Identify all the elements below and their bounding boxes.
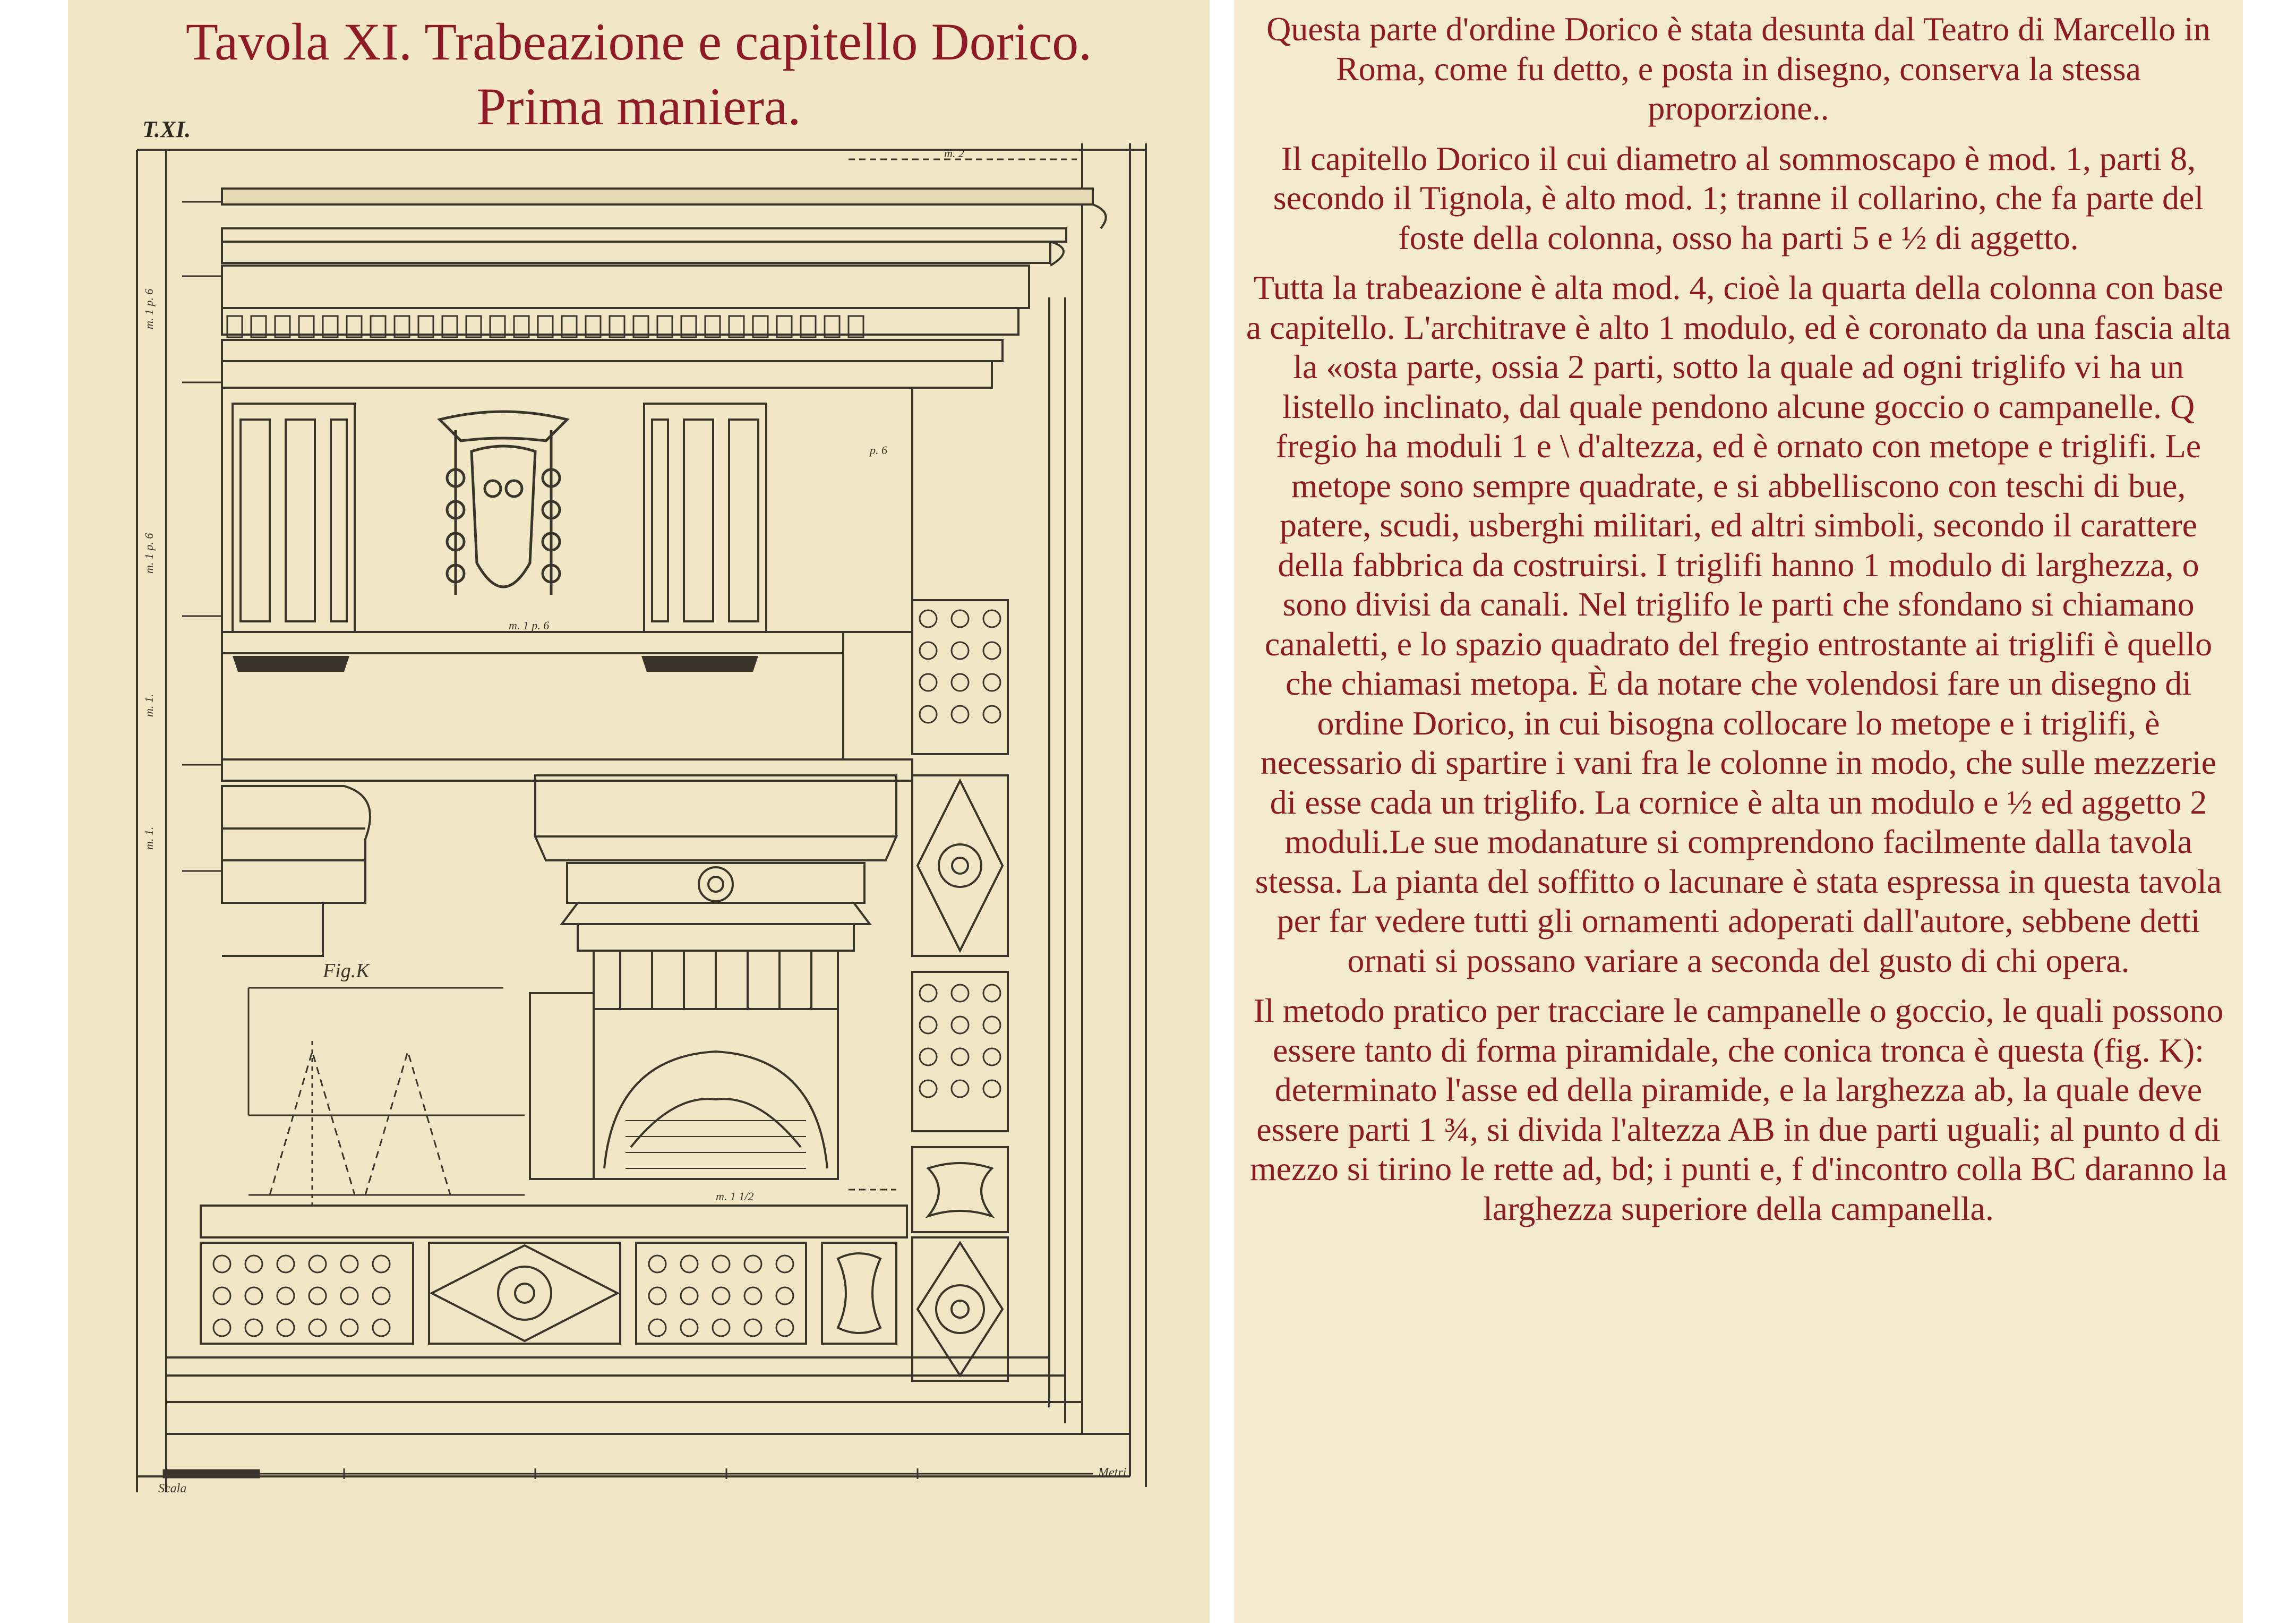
text-column	[1245, 10, 2232, 1239]
dimension-label: m. 2	[944, 147, 964, 160]
dimension-label: m. 1 1/2	[716, 1190, 754, 1203]
plate-title	[68, 10, 1210, 139]
paragraph: Tutta la trabeazione è alta mod. 4, cioè la quarta della colonna con base a capitello. L'architrave è alto 1 modulo, ed è coronato da una fascia alta la «osta parte, ossia 2 parti, sotto la quale ad ogni triglifo vi ha un listello inclinato, dal quale pendono alcune goccio o campanelle. Q fregio ha moduli 1 e \ d'altezza, ed è ornato con metope e triglifi. Le metope sono sempre quadrate, e si abbelliscono con teschi di bue, patere, scudi, usberghi militari, ed altri simboli, secondo il carattere della fabbrica da costruirsi. I triglifi hanno 1 modulo di larghezza, o sono divisi da canali. Nel triglifo le parti che sfondano si chiamano canaletti, e lo spazio quadrato del fregio entrostante ai triglifi è quello che chiamasi metopa. È da notare che volendosi fare un disegno di ordine Dorico, in cui bisogna collocare lo metope e i triglifi, è necessario di spartire i vani fra le colonne in modo, che sulle mezzerie di esse cada un triglifo. La cornice è alta un modulo e ½ ed aggetto 2 moduli.Le sue modanature si comprendono facilmente dalla tavola stessa. La pianta del soffitto o lacunare è stata espressa in questa tavola per far vedere tutti gli ornamenti adoperati dall'autore, sebbene detti ornati si possano variare a seconda del gusto di chi opera.	[1246, 269, 2231, 979]
dimension-ticks	[182, 159, 1077, 1190]
dimension-label: m. 1 p. 6	[509, 619, 550, 632]
architectural-drawing	[68, 0, 1210, 1623]
plate-number: T.XI.	[142, 116, 191, 142]
paragraph: Il capitello Dorico il cui diametro al sommoscapo è mod. 1, parti 8, secondo il Tignola, è alto mod. 1; tranne il collarino, che fa parte del foste della colonna, osso ha parti 5 e ½ di aggetto.	[1273, 139, 2204, 257]
capital-profile	[222, 786, 370, 956]
paragraph: Questa parte d'ordine Dorico è stata desunta dal Teatro di Marcello in Roma, come fu detto, e posta in disegno, conserva la stessa proporzione..	[1266, 10, 2211, 127]
dimension-label: m. 1.	[142, 694, 156, 717]
dimension-label: m. 1.	[142, 826, 156, 850]
paragraph: Il metodo pratico per tracciare le campanelle o goccio, le quali possono essere tanto di forma piramidale, che conica tronca è questa (fig. K): determinato l'asse ed della piramide, e la larghezza ab, la quale deve essere parti 1 ¾, si divida l'altezza AB in due parti uguali; al punto d di mezzo si tirino le rette ad, bd; i punti e, f d'incontro colla BC daranno la larghezza superiore della campanella.	[1249, 992, 2228, 1227]
dimension-label: p. 6	[870, 443, 887, 457]
frame-lines	[137, 143, 1146, 1492]
soffit-panels	[912, 600, 1008, 1381]
architrave	[222, 653, 912, 781]
cornice	[222, 189, 1106, 388]
plate-title-line-2: Prima maniera.	[476, 77, 801, 136]
scale-unit-label: Metri	[1098, 1466, 1127, 1480]
ox-skull-ornament-icon	[440, 412, 567, 595]
bottom-soffit-panels	[201, 1206, 907, 1344]
text-page	[1234, 0, 2243, 1623]
dimension-label: m. 1 p. 6	[142, 288, 156, 329]
dimension-labels	[142, 147, 964, 1203]
capital-front	[530, 775, 896, 1179]
plate-page	[68, 0, 1210, 1623]
frieze	[222, 388, 912, 653]
scale-label: Scala	[158, 1482, 187, 1496]
dimension-label: m. 1 p. 6	[142, 533, 156, 574]
figure-k-construction	[249, 988, 525, 1206]
guttae	[233, 656, 758, 672]
figure-k-label: Fig.K	[323, 960, 370, 982]
plate-title-line-1: Tavola XI. Trabeazione e capitello Dorico.	[185, 12, 1092, 71]
